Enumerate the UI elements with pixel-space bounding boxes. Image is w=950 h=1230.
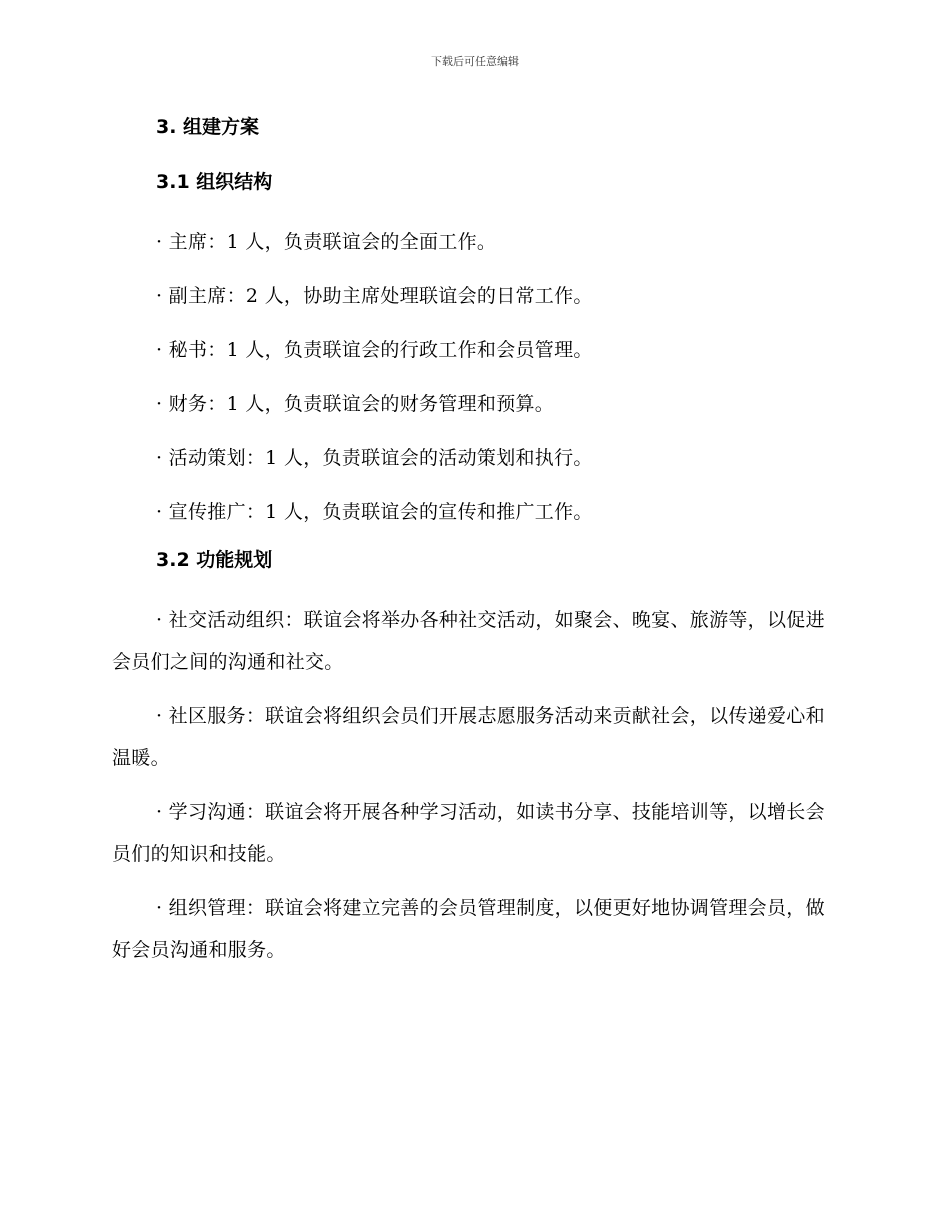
list-item: · 主席：1 人，负责联谊会的全面工作。	[156, 231, 497, 253]
list-item: · 组织管理：联谊会将建立完善的会员管理制度，以便更好地协调管理会员，做好会员沟通和服务。	[112, 897, 825, 961]
subsection-heading-function-planning: 3.2 功能规划	[156, 549, 273, 571]
list-item: · 社区服务：联谊会将组织会员们开展志愿服务活动来贡献社会，以传递爱心和温暖。	[112, 705, 825, 769]
list-item: · 财务：1 人，负责联谊会的财务管理和预算。	[156, 393, 555, 415]
list-item: · 社交活动组织：联谊会将举办各种社交活动，如聚会、晚宴、旅游等，以促进会员们之间的沟通和社交。	[112, 609, 825, 673]
list-item: · 宣传推广：1 人，负责联谊会的宣传和推广工作。	[156, 501, 593, 523]
list-item: · 学习沟通：联谊会将开展各种学习活动，如读书分享、技能培训等，以增长会员们的知识和技能。	[112, 801, 825, 865]
document-body	[112, 112, 828, 983]
subsection-heading-org-structure: 3.1 组织结构	[156, 171, 273, 193]
page-header: 下载后可任意编辑	[431, 55, 519, 68]
list-item: · 副主席：2 人，协助主席处理联谊会的日常工作。	[156, 285, 593, 307]
list-item: · 活动策划：1 人，负责联谊会的活动策划和执行。	[156, 447, 593, 469]
section-heading: 3. 组建方案	[156, 116, 260, 138]
list-item: · 秘书：1 人，负责联谊会的行政工作和会员管理。	[156, 339, 593, 361]
